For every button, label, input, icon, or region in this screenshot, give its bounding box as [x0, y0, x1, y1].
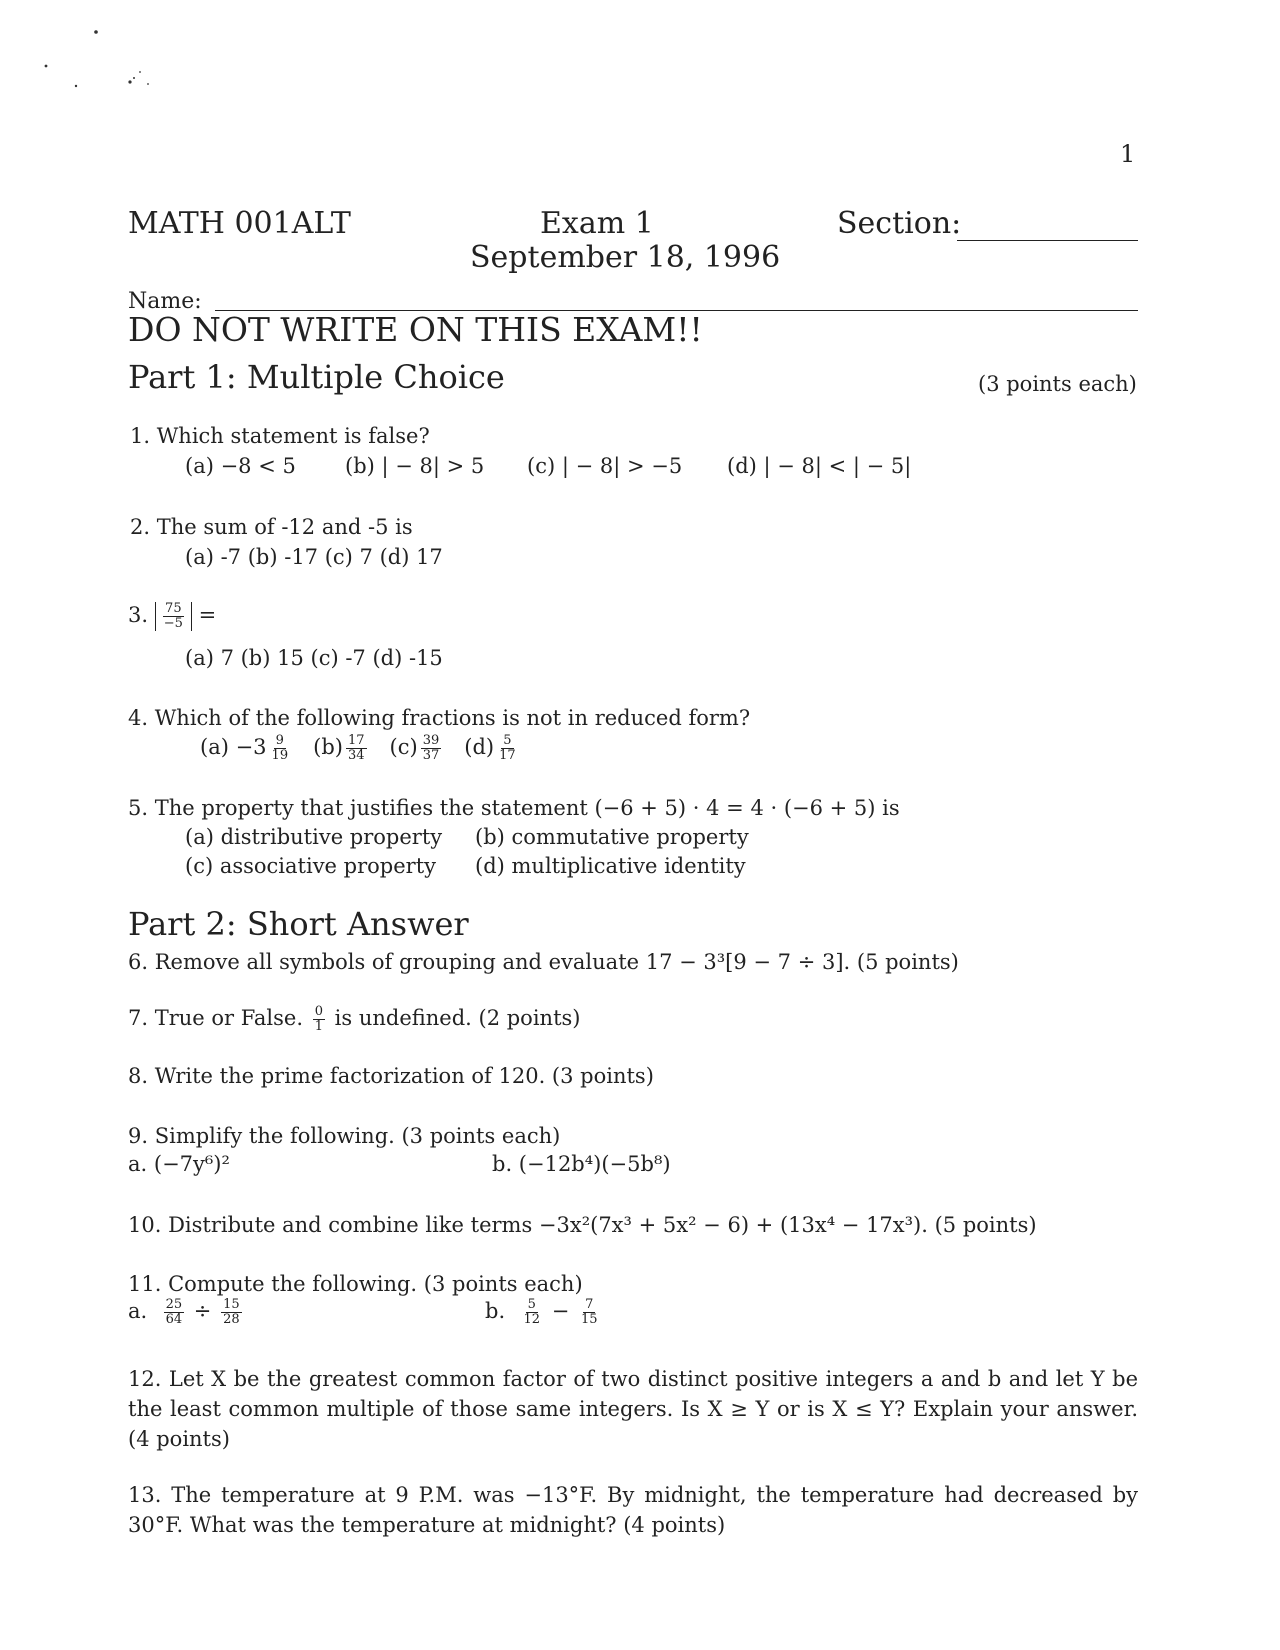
- q9-part-a: a. (−7y⁶)²: [128, 1152, 230, 1176]
- q11-b-fraction-2: $\frac{7}{15}$: [581, 1297, 598, 1327]
- q11-part-b-label: b.: [485, 1299, 506, 1323]
- q3-denominator: −5: [163, 616, 183, 631]
- q11-part-b: [485, 1298, 603, 1327]
- q3-choices: (a) 7 (b) 15 (c) -7 (d) -15: [185, 646, 443, 670]
- q2-prompt: 2. The sum of -12 and -5 is: [130, 515, 413, 539]
- q3-numerator: 75: [165, 601, 182, 616]
- q11-prompt: 11. Compute the following. (3 points each): [128, 1272, 583, 1296]
- q10-text: 10. Distribute and combine like terms −3x²(7x³ + 5x² − 6) + (13x⁴ − 17x³). (5 points): [128, 1213, 1037, 1237]
- part1-points: (3 points each): [978, 372, 1137, 396]
- q11-part-a-label: a.: [128, 1299, 148, 1323]
- q1-choice-c: (c) | − 8| > −5: [527, 454, 683, 478]
- exam-date: September 18, 1996: [470, 240, 781, 275]
- q4-choice-a-fraction: $\frac{9}{19}$: [271, 733, 289, 763]
- q11-b-fraction-1: $\frac{5}{12}$: [523, 1297, 541, 1327]
- q5-choice-b: (b) commutative property: [475, 825, 749, 849]
- scan-specks: [30, 20, 170, 100]
- q1-choice-d: (d) | − 8| < | − 5|: [727, 454, 912, 478]
- q4-choice-b-fraction: $\frac{17}{34}$: [347, 733, 365, 763]
- q4-choice-b-label: (b): [313, 735, 343, 759]
- q4-choice-a-label: (a) −3: [200, 735, 267, 759]
- page-number: 1: [1120, 140, 1136, 168]
- q11-a-fraction-2: $\frac{15}{28}$: [223, 1297, 240, 1327]
- q3-number: 3.: [128, 603, 149, 627]
- q3-equals: =: [198, 603, 217, 627]
- q1-choice-b: (b) | − 8| > 5: [345, 454, 485, 478]
- name-label: Name:: [128, 289, 202, 314]
- q3-expression: [128, 602, 216, 631]
- q11-part-a: [128, 1298, 245, 1327]
- q11-b-operator: −: [551, 1299, 570, 1323]
- q4-choice-c-fraction: $\frac{39}{37}$: [422, 733, 440, 763]
- q11-a-operator: ÷: [193, 1299, 212, 1323]
- q2-choices: (a) -7 (b) -17 (c) 7 (d) 17: [185, 545, 443, 569]
- q11-a-fraction-1: $\frac{25}{64}$: [165, 1297, 183, 1327]
- q9-part-b: b. (−12b⁴)(−5b⁸): [492, 1152, 671, 1176]
- q5-prompt: 5. The property that justifies the statement (−6 + 5) · 4 = 4 · (−6 + 5) is: [128, 796, 900, 820]
- section-label: Section:: [837, 206, 962, 241]
- course-title: MATH 001ALT: [128, 206, 351, 241]
- q7-fraction: $\frac{0}{1}$: [314, 1004, 323, 1034]
- part1-heading: Part 1: Multiple Choice: [128, 358, 505, 396]
- section-blank-line: [957, 240, 1138, 241]
- q5-choice-d: (d) multiplicative identity: [475, 854, 746, 878]
- q7-suffix: is undefined. (2 points): [334, 1006, 581, 1030]
- q7-text: [128, 1005, 580, 1034]
- q8-text: 8. Write the prime factorization of 120. (3 points): [128, 1064, 654, 1088]
- part2-heading: Part 2: Short Answer: [128, 905, 469, 943]
- q4-choice-d-label: (d): [464, 735, 495, 759]
- q5-choice-a: (a) distributive property: [185, 825, 443, 849]
- q6-text: 6. Remove all symbols of grouping and evaluate 17 − 3³[9 − 7 ÷ 3]. (5 points): [128, 950, 959, 974]
- q3-absolute-value: [155, 602, 192, 631]
- q4-choice-d-fraction: $\frac{5}{17}$: [499, 733, 516, 763]
- q13-text: 13. The temperature at 9 P.M. was −13°F. By midnight, the temperature had decreased by 30°F. What was the temperature at midnight? (4 points): [128, 1483, 1138, 1537]
- exam-title: Exam 1: [540, 206, 654, 241]
- exam-warning: DO NOT WRITE ON THIS EXAM!!: [128, 310, 703, 349]
- q4-choice-c-label: (c): [389, 735, 418, 759]
- q1-prompt: 1. Which statement is false?: [130, 424, 430, 448]
- q9-prompt: 9. Simplify the following. (3 points each): [128, 1124, 561, 1148]
- q7-prefix: 7. True or False.: [128, 1006, 304, 1030]
- q5-choice-c: (c) associative property: [185, 854, 436, 878]
- q1-choice-a: (a) −8 < 5: [185, 454, 296, 478]
- q4-choices: [200, 734, 521, 763]
- q4-prompt: 4. Which of the following fractions is not in reduced form?: [128, 706, 751, 730]
- q12-text: 12. Let X be the greatest common factor of two distinct positive integers a and b and let Y be the least common multiple of those same integers. Is X ≥ Y or is X ≤ Y? Explain your answer. (4 points): [128, 1367, 1138, 1451]
